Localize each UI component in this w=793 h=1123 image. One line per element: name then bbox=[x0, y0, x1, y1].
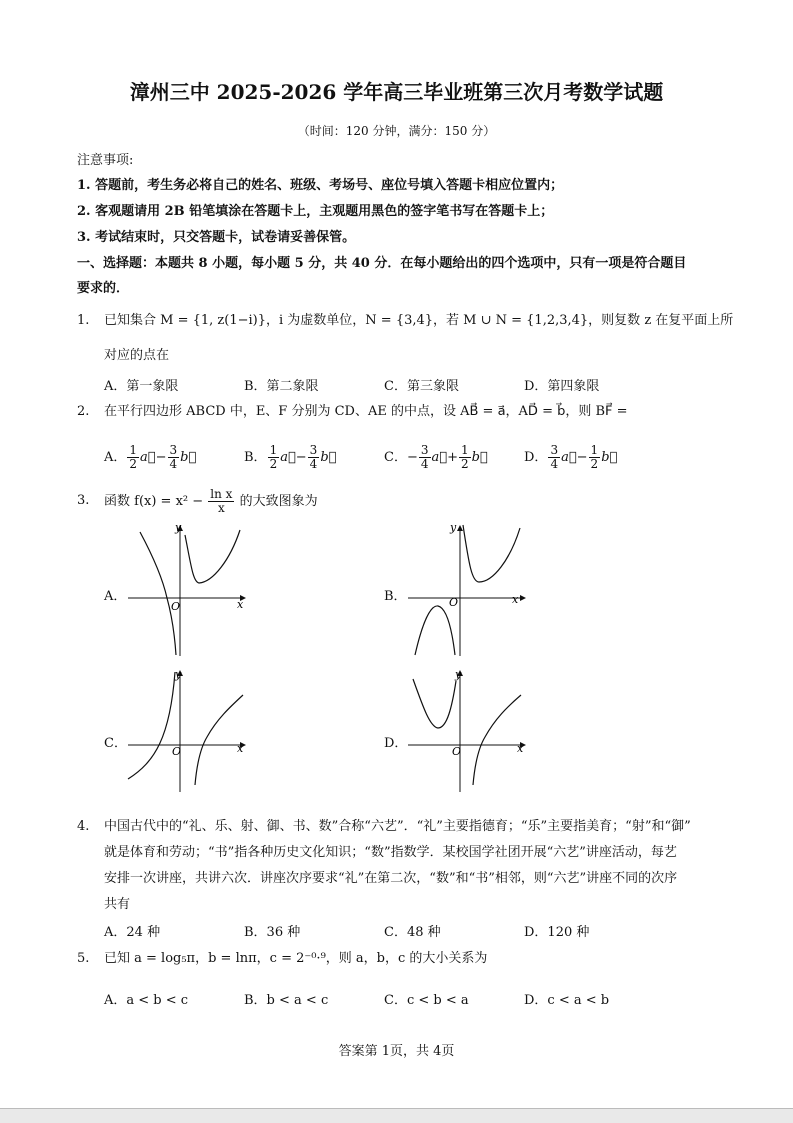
note-item bbox=[77, 204, 553, 220]
origin-label: O bbox=[171, 600, 181, 613]
denominator: 4 bbox=[309, 457, 318, 471]
option-a bbox=[104, 444, 196, 471]
sign: − bbox=[406, 450, 418, 465]
viewer-bottom-bar bbox=[0, 1108, 793, 1123]
fraction bbox=[168, 444, 180, 471]
fraction bbox=[589, 444, 601, 471]
curve-right bbox=[195, 695, 243, 785]
option-b: B．第二象限 bbox=[244, 379, 319, 394]
exam-subtitle: （时间：120 分钟，满分：150 分） bbox=[297, 124, 496, 138]
question-text: 共有 bbox=[104, 897, 131, 912]
curve-left bbox=[140, 532, 176, 655]
question-text: 已知集合 M = {1, z(1−i)}，i 为虚数单位，N = {3,4}，若 M ∪ N = {1,2,3,4}，则复数 z 在复平面上所 bbox=[104, 313, 734, 328]
note-num: 3. bbox=[77, 230, 91, 245]
curve-right bbox=[473, 695, 521, 785]
exam-title: 漳州三中 2025-2026 学年高三毕业班第三次月考数学试题 bbox=[129, 80, 664, 104]
note-num: 1. bbox=[77, 178, 91, 193]
denominator: 2 bbox=[269, 457, 278, 471]
option-c bbox=[384, 444, 488, 471]
numerator: 1 bbox=[269, 443, 278, 457]
vector-b: b⃗ bbox=[601, 450, 618, 465]
question-number: 4. bbox=[77, 819, 90, 834]
vector-a: a⃗ bbox=[280, 450, 296, 465]
question-text: 就是体育和劳动；“书”指各种历史文化知识；“数”指数学．某校国学社团开展“六艺”讲座活动，每艺 bbox=[104, 845, 677, 860]
curve-right bbox=[463, 525, 520, 582]
option-label: B． bbox=[244, 450, 267, 465]
y-label: y bbox=[450, 521, 457, 534]
question-number: 1. bbox=[77, 313, 90, 328]
sign: − bbox=[155, 450, 167, 465]
fraction bbox=[548, 444, 560, 471]
graph-label-b: B． bbox=[384, 589, 407, 604]
x-label: x bbox=[512, 593, 519, 606]
question-text: 在平行四边形 ABCD 中，E、F 分别为 CD、AE 的中点，设 AB⃗ = a⃗，AD⃗ = b⃗，则 BF⃗ = bbox=[104, 404, 628, 419]
numerator: 3 bbox=[309, 443, 318, 457]
option-d: D．c < a < b bbox=[524, 993, 610, 1008]
sign: + bbox=[447, 450, 458, 465]
graph-label-c: C． bbox=[104, 736, 127, 751]
curve-right bbox=[185, 530, 240, 583]
numerator: 1 bbox=[460, 443, 469, 457]
vector-a: a⃗ bbox=[431, 450, 448, 465]
note-text: 考试结束时，只交答题卡，试卷请妥善保管。 bbox=[95, 230, 356, 245]
denominator: 2 bbox=[129, 457, 138, 471]
graph-d bbox=[405, 667, 535, 797]
x-label: x bbox=[237, 598, 244, 611]
curve-left bbox=[413, 679, 456, 728]
option-c: C．第三象限 bbox=[384, 379, 459, 394]
x-label: x bbox=[517, 742, 524, 755]
note-num: 2. bbox=[77, 204, 91, 219]
graph-c bbox=[125, 667, 255, 797]
y-label: y bbox=[455, 668, 462, 681]
denominator: x bbox=[217, 501, 225, 515]
numerator: 3 bbox=[420, 443, 429, 457]
denominator: 2 bbox=[460, 457, 469, 471]
option-label: C． bbox=[384, 450, 407, 465]
denominator: 4 bbox=[550, 457, 559, 471]
fraction bbox=[127, 444, 139, 471]
x-label: x bbox=[237, 742, 244, 755]
option-a: A．24 种 bbox=[104, 925, 161, 940]
note-item bbox=[77, 178, 563, 194]
fraction bbox=[208, 488, 234, 515]
sign: − bbox=[295, 450, 307, 465]
question-number: 5. bbox=[77, 951, 90, 966]
vector-b: b⃗ bbox=[471, 450, 488, 465]
numerator: 3 bbox=[169, 443, 178, 457]
graph-label-a: A． bbox=[104, 589, 127, 604]
denominator: 2 bbox=[590, 457, 599, 471]
option-a: A．第一象限 bbox=[104, 379, 179, 394]
question-number: 2. bbox=[77, 404, 90, 419]
origin-label: O bbox=[452, 745, 462, 758]
section-heading: 一、选择题：本题共 8 小题，每小题 5 分，共 40 分．在每小题给出的四个选项中，只有一项是符合题目 bbox=[77, 256, 687, 271]
function-expr: 函数 f(x) = x² − bbox=[104, 494, 204, 509]
origin-label: O bbox=[449, 596, 459, 609]
note-text: 客观题请用 2B 铅笔填涂在答题卡上，主观题用黑色的签字笔书写在答题卡上； bbox=[95, 204, 554, 219]
curve-left bbox=[415, 606, 455, 655]
note-item bbox=[77, 230, 355, 246]
note-text: 答题前，考生务必将自己的姓名、班级、考场号、座位号填入答题卡相应位置内； bbox=[95, 178, 564, 193]
question-text: 已知 a = log₅π，b = lnπ，c = 2⁻⁰·⁹，则 a，b，c 的大小关系为 bbox=[104, 951, 488, 966]
option-a: A．a < b < c bbox=[104, 993, 189, 1008]
y-label: y bbox=[175, 668, 182, 681]
question-text: 安排一次讲座，共讲六次．讲座次序要求“礼”在第二次，“数”和“书”相邻，则“六艺”讲座不同的次序 bbox=[104, 871, 678, 886]
question-text bbox=[104, 488, 318, 515]
option-d: D．120 种 bbox=[524, 925, 590, 940]
fraction bbox=[419, 444, 431, 471]
option-d: D．第四象限 bbox=[524, 379, 600, 394]
fraction bbox=[308, 444, 320, 471]
vector-b: b⃗ bbox=[320, 450, 337, 465]
option-label: D． bbox=[524, 450, 548, 465]
notes-heading: 注意事项: bbox=[77, 153, 134, 168]
vector-a: a⃗ bbox=[561, 450, 577, 465]
option-label: A． bbox=[104, 450, 127, 465]
graph-b bbox=[405, 520, 535, 660]
question-text: 中国古代中的“礼、乐、射、御、书、数”合称“六艺”．“礼”主要指德育；“乐”主要指美育；“射”和“御” bbox=[104, 819, 691, 834]
y-label: y bbox=[175, 521, 182, 534]
option-c: C．c < b < a bbox=[384, 993, 469, 1008]
option-b: B．36 种 bbox=[244, 925, 301, 940]
sign: − bbox=[576, 450, 588, 465]
denominator: 4 bbox=[420, 457, 429, 471]
curve-left bbox=[128, 672, 175, 779]
option-b bbox=[244, 444, 336, 471]
question-tail: 的大致图象为 bbox=[239, 494, 318, 509]
fraction bbox=[459, 444, 471, 471]
vector-a: a⃗ bbox=[140, 450, 156, 465]
graph-a bbox=[125, 520, 255, 660]
numerator: 1 bbox=[590, 443, 599, 457]
origin-label: O bbox=[172, 745, 182, 758]
numerator: 1 bbox=[129, 443, 138, 457]
numerator: 3 bbox=[550, 443, 559, 457]
section-heading-cont: 要求的． bbox=[77, 281, 130, 296]
fraction bbox=[268, 444, 280, 471]
denominator: 4 bbox=[169, 457, 178, 471]
numerator: ln x bbox=[210, 487, 233, 501]
vector-b: b⃗ bbox=[180, 450, 197, 465]
page-footer: 答案第 1页，共 4页 bbox=[338, 1044, 455, 1059]
question-text: 对应的点在 bbox=[104, 348, 170, 363]
graph-label-d: D． bbox=[384, 736, 408, 751]
option-d bbox=[524, 444, 617, 471]
question-number: 3. bbox=[77, 493, 90, 508]
option-c: C．48 种 bbox=[384, 925, 441, 940]
option-b: B．b < a < c bbox=[244, 993, 329, 1008]
